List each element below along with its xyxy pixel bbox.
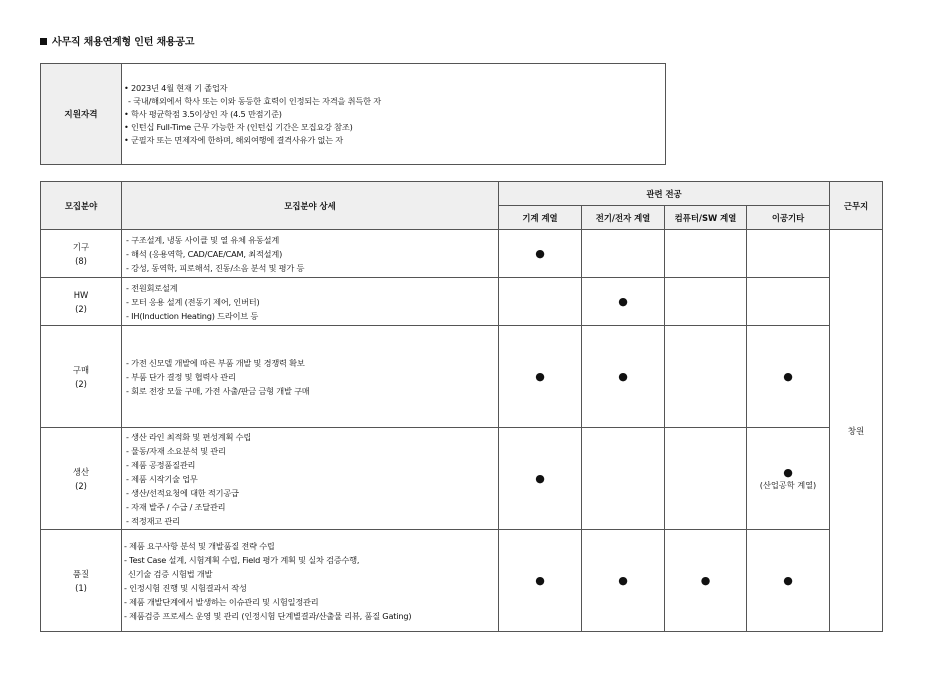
major-note: (산업공학 계열) [759,480,817,490]
detail-line: - 적정재고 관리 [126,515,180,526]
detail-line: - 회로 전장 모듈 구매, 가전 사출/판금 금형 개발 구매 [126,385,310,396]
field-count: (2) [75,303,87,314]
detail-line: - 전원회로설계 [126,282,178,293]
major-mark [582,428,665,530]
major-mark: ● [747,530,830,632]
detail-line: - Test Case 설계, 시험계획 수립, Field 평가 계획 및 실차 검증수행, [124,554,360,565]
major-mark [747,230,830,278]
major-mark: ● [499,230,582,278]
major-mark [665,326,747,428]
major-mark: ● [783,466,793,479]
field-count: (8) [75,255,87,266]
field-name: 품질 [72,568,90,579]
major-mark: ● [747,326,830,428]
major-mark [582,230,665,278]
field-cell [41,230,122,278]
detail-line: - 모터 응용 설계 (전동기 제어, 인버터) [126,296,260,307]
field-count: (2) [75,378,87,389]
qualification-line: • 학사 평균학점 3.5이상인 자 (4.5 만점기준) [124,108,282,119]
detail-line: - 자재 발주 / 수급 / 조달관리 [126,501,226,512]
header-location: 근무지 [830,182,883,230]
table-row [41,428,883,530]
major-mark: ● [582,326,665,428]
detail-line: - 인정시험 진행 및 시험결과서 작성 [124,582,247,593]
major-mark: ● [499,530,582,632]
detail-cell [122,530,499,632]
recruitment-table [40,181,883,632]
major-mark [499,278,582,326]
header-major: 기계 계열 [499,206,582,230]
detail-line: - 제품 시작기술 업무 [126,473,198,484]
detail-cell [122,428,499,530]
detail-line: - 제품 요구사항 분석 및 개발품질 전략 수립 [124,540,275,551]
detail-line: - 물동/자재 소요분석 및 관리 [126,445,226,456]
field-name: HW [73,289,89,300]
detail-cell [122,230,499,278]
detail-cell [122,278,499,326]
major-mark [665,230,747,278]
detail-line: - 제품검증 프로세스 운영 및 관리 (인정시험 단계별결과/산출물 리뷰, 품질 Gating) [124,610,412,621]
detail-line: - 해석 (응용역학, CAD/CAE/CAM, 최적설계) [126,248,283,259]
major-mark: ● [582,278,665,326]
field-name: 구매 [72,364,90,375]
major-mark: ● [499,428,582,530]
qualification-line: • 군필자 또는 면제자에 한하며, 해외여행에 결격사유가 없는 자 [124,134,343,145]
major-mark: ● [665,530,747,632]
header-major: 전기/전자 계열 [582,206,665,230]
field-count: (2) [75,480,87,491]
field-cell [41,326,122,428]
detail-line: - 가전 신모델 개발에 따른 부품 개발 및 경쟁력 확보 [126,357,305,368]
detail-line: - 구조설계, 냉동 사이클 및 열 유체 유동설계 [126,234,280,245]
qualification-line: - 국내/해외에서 학사 또는 이와 동등한 효력이 인정되는 자격을 취득한 자 [128,95,381,106]
field-count: (1) [75,582,87,593]
major-mark [665,428,747,530]
table-row [41,326,883,428]
qualification-table [40,63,666,165]
header-major: 컴퓨터/SW 계열 [665,206,747,230]
field-cell [41,530,122,632]
location-cell: 창원 [830,230,883,632]
major-mark: ● [499,326,582,428]
qualification-line: • 인턴십 Full-Time 근무 가능한 자 (인턴십 기간은 모집요강 참조) [124,121,353,132]
table-row [41,278,883,326]
detail-line: - IH(Induction Heating) 드라이브 등 [126,310,259,321]
header-major-group: 관련 전공 [499,182,830,206]
header-field: 모집분야 [41,182,122,230]
qualification-label: 지원자격 [41,64,122,165]
detail-cell [122,326,499,428]
field-name: 생산 [72,466,90,477]
detail-line: 신기술 검증 시험법 개발 [128,568,213,579]
detail-line: - 생산 라인 최적화 및 편성계획 수립 [126,431,252,442]
detail-line: - 제품 공정품질관리 [126,459,196,470]
qualification-body [122,64,666,165]
detail-line: - 부품 단가 결정 및 협력사 관리 [126,371,236,382]
qualification-line: • 2023년 4월 현재 기 졸업자 [124,82,228,93]
detail-line: - 제품 개발단계에서 발생하는 이슈관리 및 시험일정관리 [124,596,319,607]
table-row [41,230,883,278]
square-bullet-icon [40,38,47,45]
detail-line: - 생산/선적요청에 대한 적기공급 [126,487,239,498]
header-detail: 모집분야 상세 [122,182,499,230]
table-row [41,530,883,632]
detail-line: - 강성, 동역학, 피로해석, 진동/소음 분석 및 평가 등 [126,262,305,273]
major-mark [665,278,747,326]
field-name: 기구 [72,241,90,252]
header-major: 이공기타 [747,206,830,230]
major-mark: ● [582,530,665,632]
major-mark-with-note [747,428,830,530]
field-cell [41,428,122,530]
field-cell [41,278,122,326]
page-heading: 사무직 채용연계형 인턴 채용공고 [40,33,194,48]
major-mark [747,278,830,326]
